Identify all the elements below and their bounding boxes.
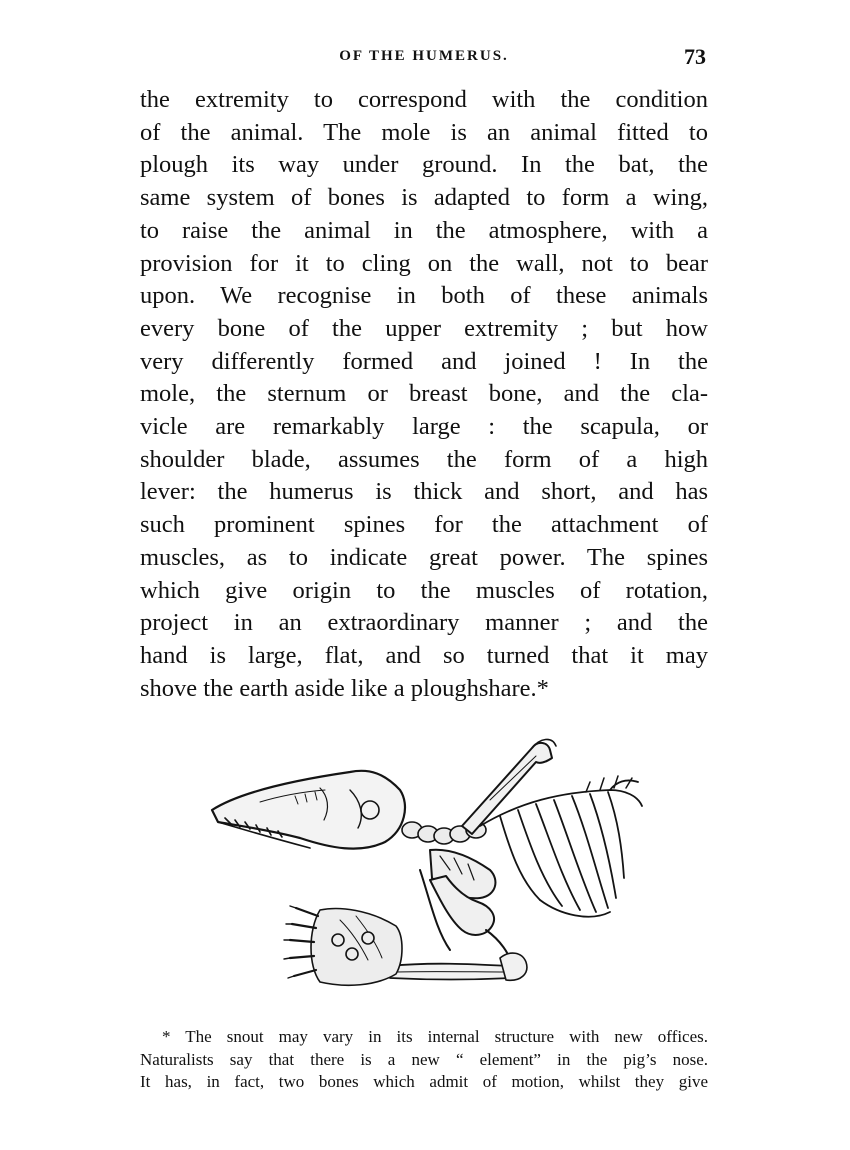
- body-line: plough its way under ground. In the bat, the: [140, 151, 708, 179]
- body-line: the extremity to correspond with the condition: [140, 86, 708, 113]
- body-line: project in an extraordinary manner ; and the: [140, 609, 708, 637]
- body-line: to raise the animal in the atmosphere, with a: [140, 216, 708, 244]
- footnote-line: Naturalists say that there is a new “ element” in the pig’s nose.: [140, 1049, 708, 1069]
- body-line: hand is large, flat, and so turned that it may: [140, 641, 708, 669]
- footnote: [140, 1026, 708, 1094]
- body-line: lever: the humerus is thick and short, and has: [140, 478, 708, 506]
- body-line: shove the earth aside like a ploughshare.*: [140, 674, 549, 702]
- body-line: provision for it to cling on the wall, not to bear: [140, 249, 708, 277]
- footnote-line: It has, in fact, two bones which admit of motion, whilst they give: [140, 1072, 708, 1091]
- body-line: upon. We recognise in both of these animals: [140, 282, 708, 310]
- body-line: same system of bones is adapted to form a wing,: [140, 184, 708, 212]
- forearm: [390, 964, 519, 980]
- body-paragraph: [140, 84, 708, 705]
- body-line: every bone of the upper extremity ; but how: [140, 314, 708, 342]
- body-line: shoulder blade, assumes the form of a high: [140, 445, 708, 473]
- body-line: which give origin to the muscles of rotation,: [140, 576, 708, 604]
- running-title: OF THE HUMERUS.: [339, 48, 509, 64]
- footnote-line: * The snout may vary in its internal structure with new offices.: [162, 1027, 708, 1046]
- mole-skeleton-illustration: [200, 730, 660, 1015]
- running-head: [140, 44, 708, 74]
- body-line: such prominent spines for the attachment of: [140, 511, 708, 539]
- body-line: mole, the sternum or breast bone, and the cla-: [140, 380, 708, 408]
- hand: [284, 906, 402, 985]
- body-line: vicle are remarkably large : the scapula, or: [140, 413, 708, 441]
- body-line: very differently formed and joined ! In the: [140, 347, 708, 375]
- body-line: of the animal. The mole is an animal fitted to: [140, 118, 708, 146]
- body-line: muscles, as to indicate great power. The spines: [140, 543, 708, 571]
- page-number: 73: [684, 44, 706, 69]
- skull: [212, 771, 405, 849]
